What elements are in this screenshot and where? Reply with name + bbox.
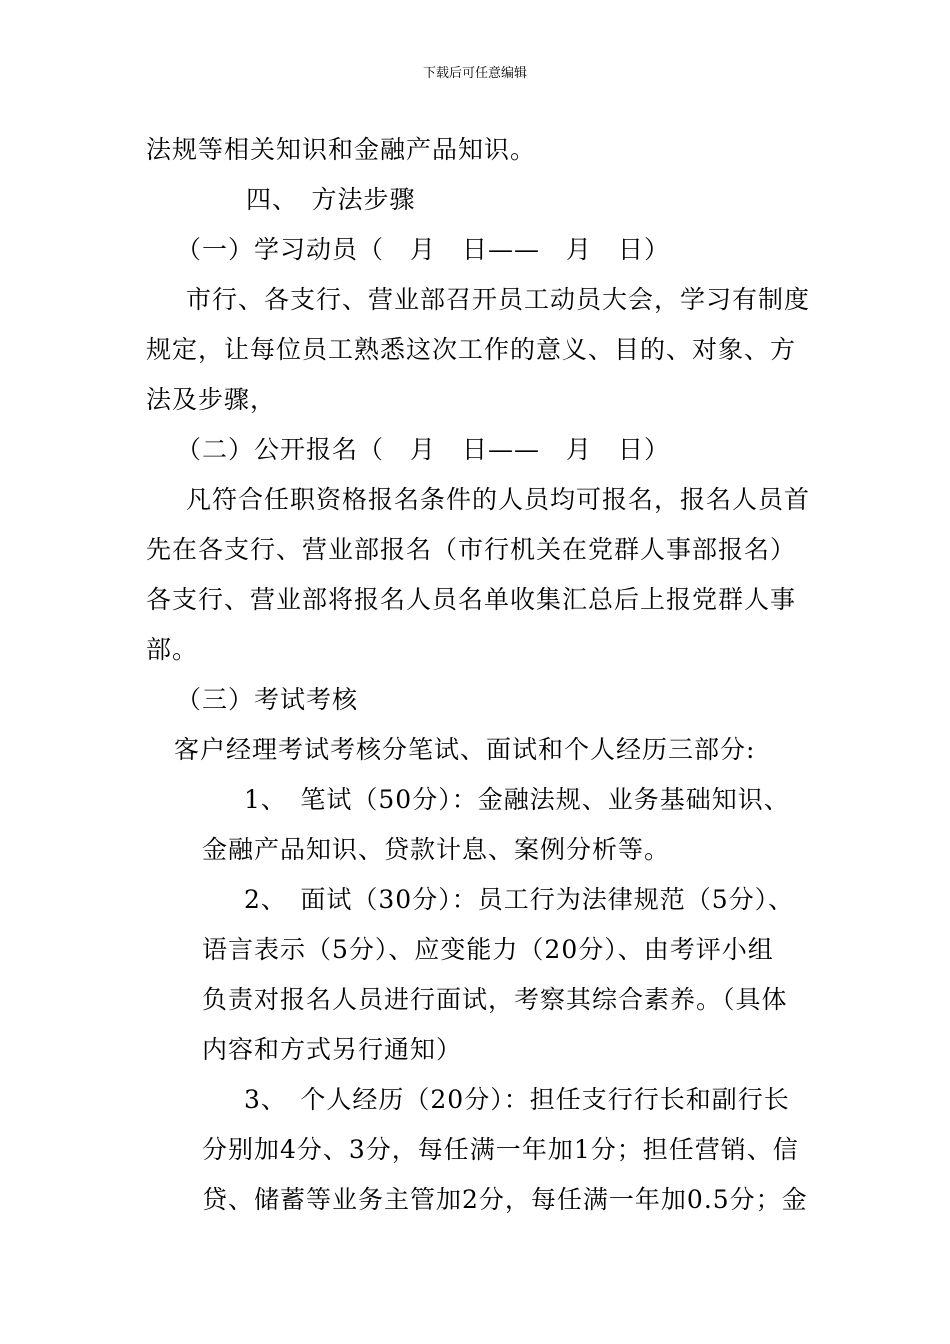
list-item: 1、 笔试（50分）：金融法规、业务基础知识、: [244, 785, 790, 814]
paragraph-line: 先在各支行、营业部报名（市行机关在党群人事部报名）: [146, 535, 797, 564]
paragraph-line: 市行、各支行、营业部召开员工动员大会，学习有制度: [186, 285, 811, 314]
subsection-heading: （二）公开报名（ 月 日—— 月 日）: [176, 435, 671, 464]
paragraph-line: 客户经理考试考核分笔试、面试和个人经历三部分:: [174, 735, 756, 764]
subsection-heading: （一）学习动员（ 月 日—— 月 日）: [176, 235, 671, 264]
subsection-heading: （三）考试考核: [176, 685, 359, 714]
list-item-continuation: 分别加4分、3分，每任满一年加1分；担任营销、信: [202, 1135, 799, 1164]
list-item-continuation: 负责对报名人员进行面试，考察其综合素养。（具体: [202, 985, 788, 1014]
list-item-continuation: 语言表示（5分）、应变能力（20分）、由考评小组: [202, 935, 774, 964]
section-heading: 四、 方法步骤: [246, 185, 416, 214]
page-header: 下载后可任意编辑: [422, 66, 527, 81]
paragraph-line: 法规等相关知识和金融产品知识。: [146, 135, 537, 164]
list-item-continuation: 内容和方式另行通知）: [202, 1035, 463, 1064]
paragraph-line: 各支行、营业部将报名人员名单收集汇总后上报党群人事: [146, 585, 797, 614]
list-item: 3、 个人经历（20分）：担任支行行长和副行长: [244, 1085, 790, 1114]
list-item-continuation: 金融产品知识、贷款计息、案例分析等。: [202, 835, 671, 864]
list-item-continuation: 贷、储蓄等业务主管加2分，每任满一年加0.5分；金: [202, 1185, 808, 1214]
paragraph-line: 部。: [146, 635, 199, 664]
paragraph-line: 凡符合任职资格报名条件的人员均可报名，报名人员首: [186, 485, 811, 514]
list-item: 2、 面试（30分）：员工行为法律规范（5分）、: [244, 885, 795, 914]
paragraph-line: 规定，让每位员工熟悉这次工作的意义、目的、对象、方: [146, 335, 797, 364]
paragraph-line: 法及步骤，: [146, 385, 277, 414]
